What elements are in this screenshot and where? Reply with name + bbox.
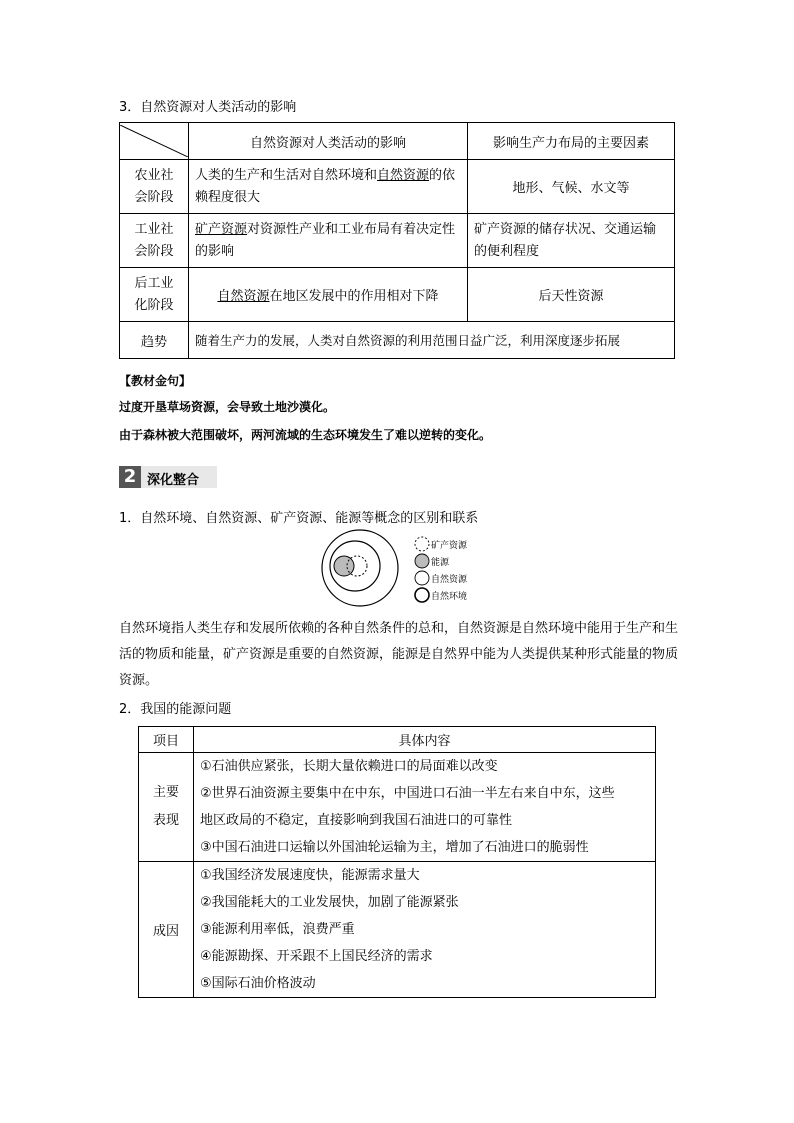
- legend-natural-resource: 自然资源: [431, 575, 468, 585]
- header-impact: 自然资源对人类活动的影响: [189, 123, 468, 160]
- stage-industry: 工业社 会阶段: [120, 214, 189, 268]
- section-badge: [119, 466, 217, 488]
- legend-natural-environment: 自然环境: [431, 592, 468, 602]
- header-item: 项目: [139, 727, 194, 753]
- factor-industry: 矿产资源的储存状况、交通运输的便利程度: [468, 214, 675, 268]
- cause-line-3: ③能源利用率低，浪费严重: [200, 922, 355, 937]
- concept-paragraph: 自然环境指人类生存和发展所依赖的各种自然条件的总和，自然资源是自然环境中能用于生产和生活的物质和能量，矿产资源是重要的自然资源，能源是自然界中能为人类提供某种形式能量的物质资源。: [119, 621, 679, 688]
- item-2-title: 2．我国的能源问题: [119, 702, 232, 717]
- impact-agriculture: 人类的生产和生活对自然环境和自然资源的依赖程度很大: [189, 160, 468, 214]
- golden-title: 【教材金句】: [119, 374, 192, 388]
- trend-text: 随着生产力的发展，人类对自然资源的利用范围日益广泛，利用深度逐步拓展: [189, 322, 675, 359]
- cause-line-1: ①我国经济发展速度快，能源需求量大: [200, 868, 420, 883]
- stage-agriculture: 农业社 会阶段: [120, 160, 189, 214]
- energy-problem-table: [138, 726, 656, 998]
- manifest-line-3: 地区政局的不稳定，直接影响到我国石油进口的可靠性: [200, 813, 513, 828]
- cause-content: [194, 862, 656, 998]
- manifest-line-1: ①石油供应紧张，长期大量依赖进口的局面难以改变: [200, 759, 498, 774]
- manifest-line-4: ③中国石油进口运输以外国油轮运输为主，增加了石油进口的脆弱性: [200, 840, 589, 855]
- main-manifestation-content: [194, 753, 656, 862]
- section-3-title: 3．自然资源对人类活动的影响: [119, 100, 297, 115]
- diagonal-header-cell: [120, 123, 189, 160]
- label-cause: 成因: [139, 862, 194, 998]
- header-content: 具体内容: [194, 727, 656, 753]
- stage-postindustry: 后工业 化阶段: [120, 268, 189, 322]
- factor-agriculture: 地形、气候、水文等: [468, 160, 675, 214]
- golden-line-2: 由于森林被大范围破坏，两河流域的生态环境发生了难以逆转的变化。: [119, 428, 492, 442]
- factor-postindustry: 后天性资源: [468, 268, 675, 322]
- resource-impact-table: [119, 122, 675, 359]
- header-factor: 影响生产力布局的主要因素: [468, 123, 675, 160]
- golden-line-1: 过度开垦草场资源，会导致土地沙漠化。: [119, 400, 336, 414]
- item-1-title: 1．自然环境、自然资源、矿产资源、能源等概念的区别和联系: [119, 511, 479, 526]
- trend-label: 趋势: [120, 322, 189, 359]
- impact-postindustry: 自然资源在地区发展中的作用相对下降: [189, 268, 468, 322]
- legend-mineral: 矿产资源: [431, 541, 468, 551]
- badge-number: 2: [119, 466, 141, 488]
- manifest-line-2: ②世界石油资源主要集中在中东，中国进口石油一半左右来自中东，这些: [200, 786, 615, 801]
- legend-energy: 能源: [431, 558, 450, 568]
- label-main-manifestation: 主要 表现: [139, 753, 194, 862]
- cause-line-4: ④能源勘探、开采跟不上国民经济的需求: [200, 949, 433, 964]
- cause-line-2: ②我国能耗大的工业发展快，加剧了能源紧张: [200, 895, 459, 910]
- impact-industry: 矿产资源对资源性产业和工业布局有着决定性的影响: [189, 214, 468, 268]
- cause-line-5: ⑤国际石油价格波动: [200, 976, 316, 991]
- badge-text: 深化整合: [147, 473, 200, 488]
